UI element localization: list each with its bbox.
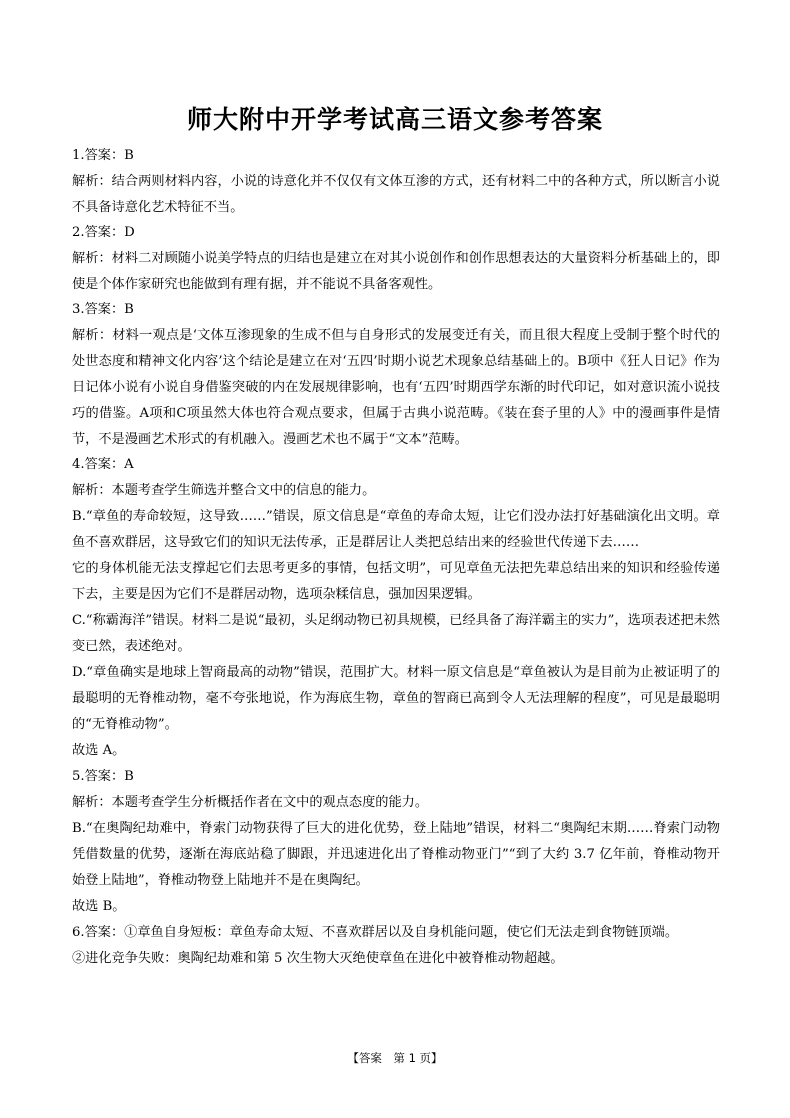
q3-answer: 3.答案：B [72,302,134,317]
q4-intro: 解析：本题考查学生筛选并整合文中的信息的能力。 [72,483,376,498]
page-footer: 【答案 第 1 页】 [347,1051,443,1065]
q2-answer: 2.答案：D [72,225,135,240]
q3-analysis: 解析：材料一观点是‘文体互渗现象的生成不但与自身形式的发展变迁有关，而且很大程度上受制于整个时代的处世态度和精神文化内容’这个结论是建立在对‘五四’时期小说艺术现象总结基础上的。B项中《狂人日记》作为日记体小说有小说自身借鉴突破的内在发展规律影响，也有‘五四’时期西学东渐的时代印记，如对意识流小说技巧的借鉴。A项和C项虽然大体也符合观点要求，但属于古典小说范畴。《装在套子里的人》中的漫画事件是情节，不是漫画艺术形式的有机融入。漫画艺术也不属于“文本”范畴。 [72,328,720,447]
q5-answer: 5.答案：B [72,769,134,784]
q5-option-b: B.“在奥陶纪劫难中，脊索门动物获得了巨大的进化优势，登上陆地”错误，材料二“奥陶纪末期……脊索门动物凭借数量的优势，逐渐在海底站稳了脚跟，并迅速进化出了脊椎动物亚门”“到了大约 3.7 亿年前，脊椎动物开始登上陆地”，脊椎动物登上陆地并不是在奥陶纪。 [72,821,720,888]
q4-answer: 4.答案：A [72,457,134,472]
q4-option-c: C.“称霸海洋”错误。材料二是说“最初，头足纲动物已初具规模，已经具备了海洋霸主的实力”，选项表述把未然变已然，表述绝对。 [72,613,720,654]
q2-analysis: 解析：材料二对顾随小说美学特点的归结也是建立在对其小说创作和创作思想表达的大量资料分析基础上的，即使是个体作家研究也能做到有理有据，并不能说不具备客观性。 [72,251,720,292]
page-title: 师大附中开学考试高三语文参考答案 [186,105,603,134]
answer-content [72,144,720,972]
q1-analysis: 解析：结合两则材料内容，小说的诗意化并不仅仅有文体互渗的方式，还有材料二中的各种方式，所以断言小说不具备诗意化艺术特征不当。 [72,174,720,215]
q4-conclusion: 故选 A。 [72,743,126,758]
q6-answer-line1: 6.答案：①章鱼自身短板：章鱼寿命太短、不喜欢群居以及自身机能问题，使它们无法走到食物链顶端。 [72,925,679,940]
q4-option-b-part1: B.“章鱼的寿命较短，这导致……”错误，原文信息是“章鱼的寿命太短，让它们没办法打好基础演化出文明。章鱼不喜欢群居，这导致它们的知识无法传承，正是群居让人类把总结出来的经验世代传递下去…… [72,509,720,550]
q5-intro: 解析：本题考查学生分析概括作者在文中的观点态度的能力。 [72,795,429,810]
q4-option-d: D.“章鱼确实是地球上智商最高的动物”错误，范围扩大。材料一原文信息是“章鱼被认为是目前为止被证明了的最聪明的无脊椎动物，毫不夸张地说，作为海底生物，章鱼的智商已高到令人无法理解的程度”，可见是最聪明的“无脊椎动物”。 [72,665,720,732]
q6-answer-line2: ②进化竞争失败：奥陶纪劫难和第 5 次生物大灭绝使章鱼在进化中被脊椎动物超越。 [72,951,564,966]
q4-option-b-part2: 它的身体机能无法支撑起它们去思考更多的事情，包括文明”，可见章鱼无法把先辈总结出来的知识和经验传递下去，主要是因为它们不是群居动物，选项杂糅信息，强加因果逻辑。 [72,561,720,602]
q1-answer: 1.答案：B [72,148,134,163]
q5-conclusion: 故选 B。 [72,899,126,914]
